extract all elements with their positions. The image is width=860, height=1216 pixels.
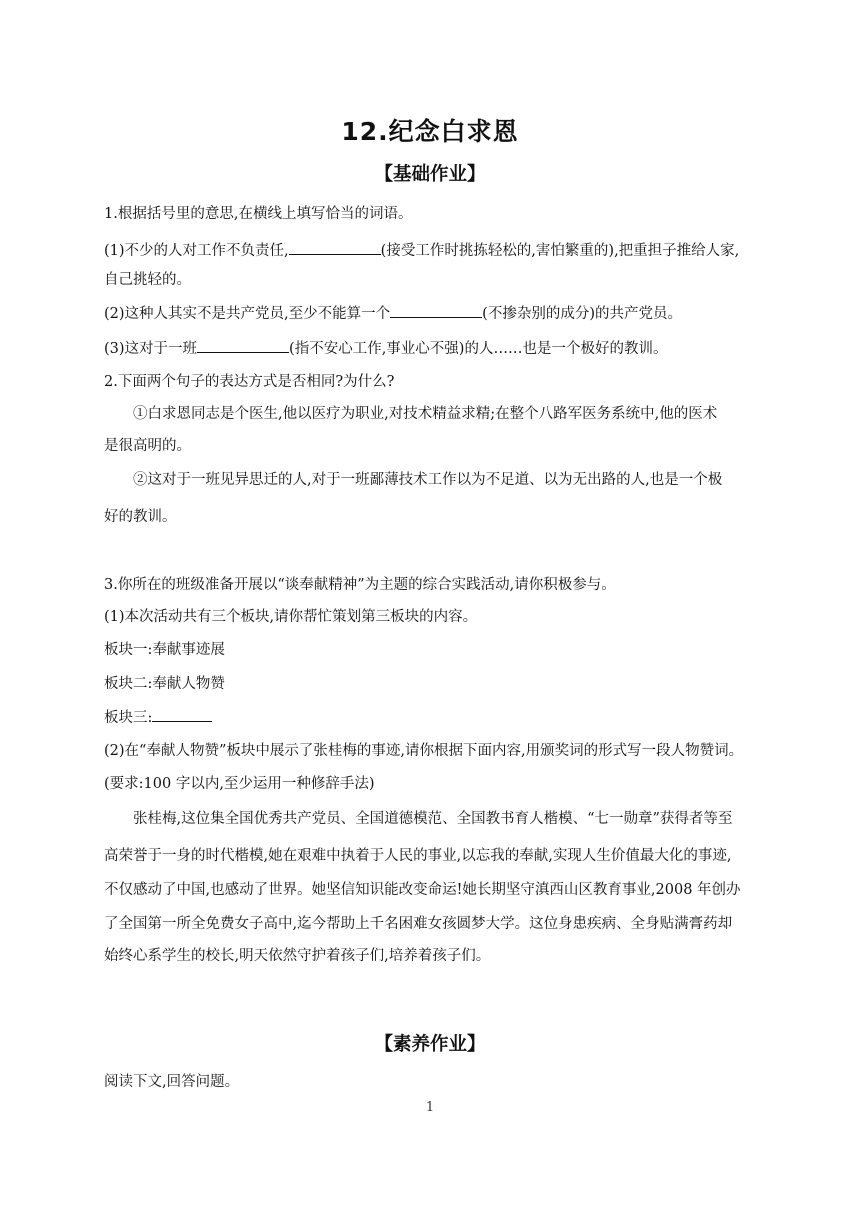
question-3-requirement: (要求:100 字以内,至少运用一种修辞手法) <box>104 776 375 792</box>
section-heading-literacy: 【素养作业】 <box>374 1034 486 1055</box>
item-1-text-before: (1)不少的人对工作不负责任, <box>104 243 289 259</box>
passage-line-5: 始终心系学生的校长,明天依然守护着孩子们,培养着孩子们。 <box>104 948 491 964</box>
question-3-prompt: 3.你所在的班级准备开展以“谈奉献精神”为主题的综合实践活动,请你积极参与。 <box>104 577 616 593</box>
question-1-item-2 <box>104 303 682 324</box>
block-3-label: 板块三: <box>104 710 153 726</box>
sentence-2-line-1: ②这对于一班见异思迁的人,对于一班鄙薄技术工作以为不足道、以为无出路的人,也是一个极 <box>133 472 723 488</box>
item-3-text-before: (3)这对于一班 <box>104 341 198 357</box>
question-1-item-3 <box>104 338 667 359</box>
question-3-sub-1: (1)本次活动共有三个板块,请你帮忙策划第三板块的内容。 <box>104 609 478 625</box>
answer-blank-1[interactable] <box>289 240 381 255</box>
passage-line-2: 高荣誉于一身的时代楷模,她在艰难中执着于人民的事业,以忘我的奉献,实现人生价值最大化的事迹, <box>104 848 732 864</box>
block-1-label: 板块一:奉献事迹展 <box>104 642 225 658</box>
question-1-item-1-continued: 自己挑轻的。 <box>104 272 191 288</box>
answer-blank-3[interactable] <box>197 338 289 353</box>
question-1-item-1 <box>104 240 739 261</box>
page-number: 1 <box>425 1100 435 1115</box>
item-3-text-after: (指不安心工作,事业心不强)的人……也是一个极好的教训。 <box>289 341 668 357</box>
block-3-line <box>104 707 212 728</box>
answer-blank-2[interactable] <box>390 303 482 318</box>
question-2-prompt: 2.下面两个句子的表达方式是否相同?为什么? <box>104 374 395 390</box>
item-2-text-after: (不掺杂别的成分)的共产党员。 <box>482 306 682 322</box>
item-2-text-before: (2)这种人其实不是共产党员,至少不能算一个 <box>104 306 391 322</box>
passage-line-4: 了全国第一所全免费女子高中,迄今帮助上千名困难女孩圆梦大学。这位身患疾病、全身贴满膏药却 <box>104 916 733 932</box>
passage-line-1: 张桂梅,这位集全国优秀共产党员、全国道德模范、全国教书育人楷模、“七一勋章”获得者等至 <box>133 811 733 827</box>
sentence-1-line-2: 是很高明的。 <box>104 438 191 454</box>
page-title: 12.纪念白求恩 <box>341 117 519 146</box>
passage-line-3: 不仅感动了中国,也感动了世界。她坚信知识能改变命运!她长期坚守滇西山区教育事业,2008 年创办 <box>104 882 741 898</box>
question-3-sub-2: (2)在“奉献人物赞”板块中展示了张桂梅的事迹,请你根据下面内容,用颁奖词的形式写一段人物赞词。 <box>104 743 744 759</box>
section-heading-basic: 【基础作业】 <box>374 164 486 185</box>
sentence-1-line-1: ①白求恩同志是个医生,他以医疗为职业,对技术精益求精;在整个八路军医务系统中,他的医术 <box>133 406 718 422</box>
question-1-prompt: 1.根据括号里的意思,在横线上填写恰当的词语。 <box>104 206 413 222</box>
item-1-text-after: (接受工作时挑拣轻松的,害怕繁重的),把重担子推给人家, <box>380 243 740 259</box>
reading-prompt: 阅读下文,回答问题。 <box>104 1074 240 1090</box>
answer-blank-block-3[interactable] <box>152 707 212 722</box>
block-2-label: 板块二:奉献人物赞 <box>104 676 225 692</box>
sentence-2-line-2: 好的教训。 <box>104 509 177 525</box>
